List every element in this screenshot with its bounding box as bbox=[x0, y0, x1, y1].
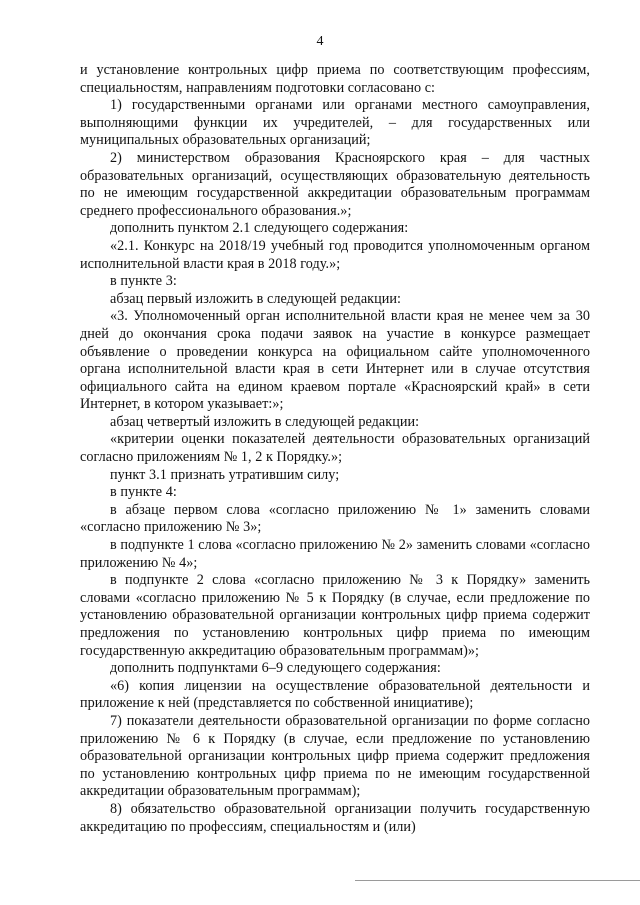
paragraph-16: дополнить подпунктами 6–9 следующего содержания: bbox=[110, 660, 441, 677]
paragraph-13: в абзаце первом слова «согласно приложению № 1» заменить словами «согласно приложению № 3»; bbox=[80, 501, 590, 536]
paragraph-3: 2) министерством образования Красноярского края – для частных образовательных организаций, осуществляющих образовательную деятельность по не имеющим государственной аккредитации образовательным программам среднего профессионального образования.»; bbox=[80, 149, 590, 219]
paragraph-7: абзац первый изложить в следующей редакции: bbox=[110, 290, 402, 307]
paragraph-11: пункт 3.1 признать утратившим силу; bbox=[110, 466, 340, 483]
paragraph-6: в пункте 3: bbox=[110, 273, 177, 290]
paragraph-18: 7) показатели деятельности образовательной организации по форме согласно приложению № 6 к Порядку (в случае, если предложение по установлению образовательной организации контрольных цифр приема содержит предложения по установлению контрольных цифр приема по не имеющим государственной аккредитации образовательным программам); bbox=[80, 712, 590, 800]
page-number: 4 bbox=[316, 34, 324, 49]
paragraph-19: 8) обязательство образовательной организации получить государственную аккредитацию по профессиям, специальностям и (или) bbox=[80, 800, 590, 835]
paragraph-8: «3. Уполномоченный орган исполнительной власти края не менее чем за 30 дней до окончания срока подачи заявок на участие в конкурсе размещает объявление о проведении конкурса на официальном сайте уполномоченного органа исполнительной власти края в сети Интернет или в случае отсутствия официального сайта на едином краевом портале «Красноярский край» в сети Интернет, в котором указывает:»; bbox=[80, 308, 590, 413]
scan-edge-line bbox=[355, 880, 640, 881]
paragraph-15: в подпункте 2 слова «согласно приложению № 3 к Порядку» заменить словами «согласно приложению № 5 к Порядку (в случае, если предложение по установлению образовательной организации контрольных цифр приема содержит предложения по установлению контрольных цифр приема по имеющим государственную аккредитацию образовательным программам)»; bbox=[80, 572, 590, 659]
paragraph-10: «критерии оценки показателей деятельности образовательных организаций согласно приложениям № 1, 2 к Порядку.»; bbox=[80, 431, 590, 466]
document-body bbox=[80, 62, 590, 836]
paragraph-5: «2.1. Конкурс на 2018/19 учебный год проводится уполномоченным органом исполнительной власти края в 2018 году.»; bbox=[80, 237, 590, 272]
paragraph-4: дополнить пунктом 2.1 следующего содержания: bbox=[110, 220, 409, 237]
paragraph-12: в пункте 4: bbox=[110, 484, 177, 501]
paragraph-17: «6) копия лицензии на осуществление образовательной деятельности и приложение к ней (представляется по собственной инициативе); bbox=[80, 677, 590, 712]
paragraph-1: и установление контрольных цифр приема по соответствующим профессиям, специальностям, направлениям подготовки согласовано с: bbox=[80, 62, 590, 96]
paragraph-9: абзац четвертый изложить в следующей редакции: bbox=[110, 413, 420, 430]
paragraph-2: 1) государственными органами или органами местного самоуправления, выполняющими функции их учредителей, – для государственных или муниципальных образовательных организаций; bbox=[80, 97, 590, 149]
paragraph-14: в подпункте 1 слова «согласно приложению № 2» заменить словами «согласно приложению № 4»; bbox=[80, 537, 590, 571]
